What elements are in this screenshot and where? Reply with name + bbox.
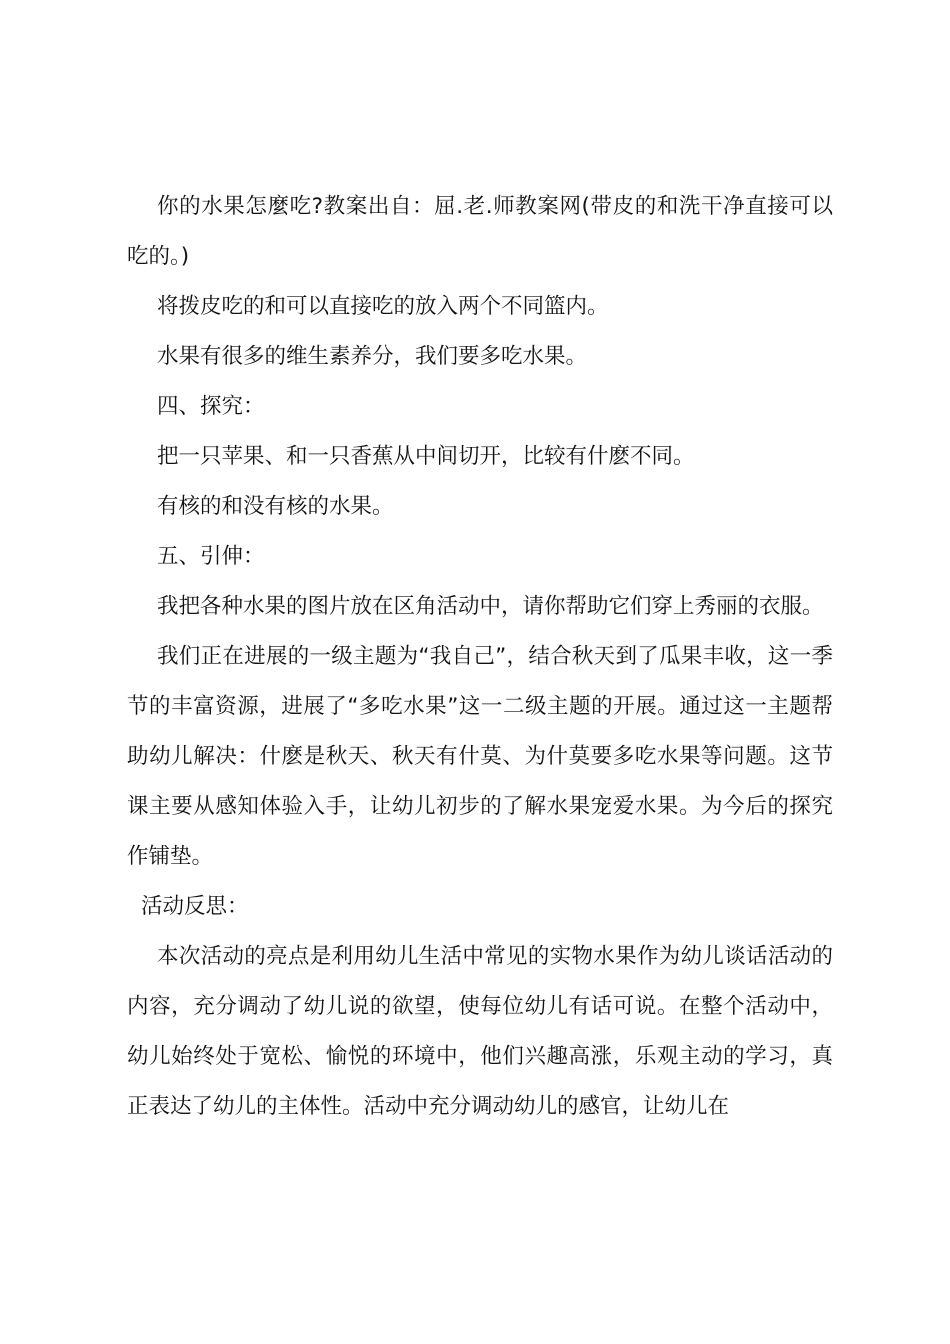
paragraph-sort-baskets: 将拨皮吃的和可以直接吃的放入两个不同篮内。 (157, 294, 609, 319)
paragraph-fruit-eating: 你的水果怎麼吃?教案出自：屈.老.师教案网(带皮的和洗干净直接可以吃的。) (127, 194, 833, 269)
heading-explore: 四、探究： (157, 394, 265, 419)
paragraph-picture-corner: 我把各种水果的图片放在区角活动中，请你帮助它们穿上秀丽的衣服。 (157, 594, 824, 619)
heading-extension: 五、引伸： (157, 544, 265, 569)
paragraph-theme-description: 我们正在进展的一级主题为“我自己”，结合秋天到了瓜果丰收，这一季节的丰富资源，进展了“多吃水果”这一二级主题的开展。通过这一主题帮助幼儿解决：什麽是秋天、秋天有什莫、为什莫要多吃水果等问题。这节课主要从感知体验入手，让幼儿初步的了解水果宠爱水果。为今后的探究作铺垫。 (127, 644, 833, 869)
paragraph-seeds: 有核的和没有核的水果。 (157, 494, 394, 519)
paragraph-cut-fruit: 把一只苹果、和一只香蕉从中间切开，比较有什麽不同。 (157, 444, 695, 469)
document-body (127, 182, 833, 1132)
paragraph-reflection: 本次活动的亮点是利用幼儿生活中常见的实物水果作为幼儿谈话活动的内容，充分调动了幼儿说的欲望，使每位幼儿有话可说。在整个活动中，幼儿始终处于宽松、愉悦的环境中，他们兴趣高涨，乐观主动的学习，真正表达了幼儿的主体性。活动中充分调动幼儿的感官，让幼儿在 (127, 944, 833, 1119)
heading-reflection: 活动反思： (141, 894, 249, 919)
paragraph-vitamins: 水果有很多的维生素养分，我们要多吃水果。 (157, 344, 588, 369)
